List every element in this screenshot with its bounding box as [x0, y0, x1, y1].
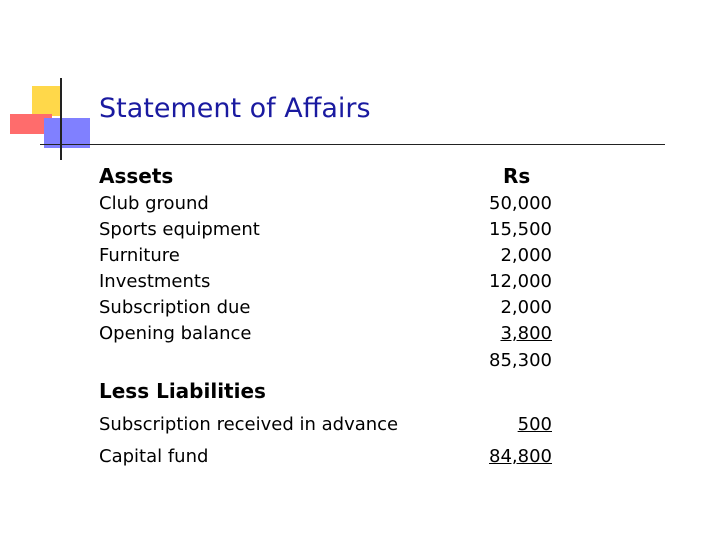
assets-heading: Assets [99, 164, 174, 188]
asset-label: Furniture [99, 245, 180, 266]
title-divider [40, 144, 665, 145]
asset-label: Subscription due [99, 297, 251, 318]
liability-label: Subscription received in advance [99, 414, 399, 435]
currency-header: Rs [503, 164, 531, 188]
asset-label: Investments [99, 271, 211, 292]
asset-label: Club ground [99, 193, 209, 214]
asset-amount: 50,000 [489, 193, 552, 214]
asset-amount: 12,000 [489, 271, 552, 292]
asset-label: Sports equipment [99, 219, 260, 240]
assets-total: 85,300 [489, 350, 552, 371]
decor-yellow-square [32, 86, 60, 116]
asset-amount: 2,000 [500, 245, 552, 266]
asset-label: Opening balance [99, 323, 252, 344]
capital-fund-label: Capital fund [99, 446, 209, 467]
asset-amount: 3,800 [500, 323, 552, 344]
asset-amount: 2,000 [500, 297, 552, 318]
liability-amount: 500 [517, 414, 552, 435]
asset-amount: 15,500 [489, 219, 552, 240]
capital-fund-amount: 84,800 [489, 446, 552, 467]
liabilities-heading: Less Liabilities [99, 379, 266, 403]
page-title: Statement of Affairs [99, 93, 371, 124]
decor-vertical-line [60, 78, 62, 160]
